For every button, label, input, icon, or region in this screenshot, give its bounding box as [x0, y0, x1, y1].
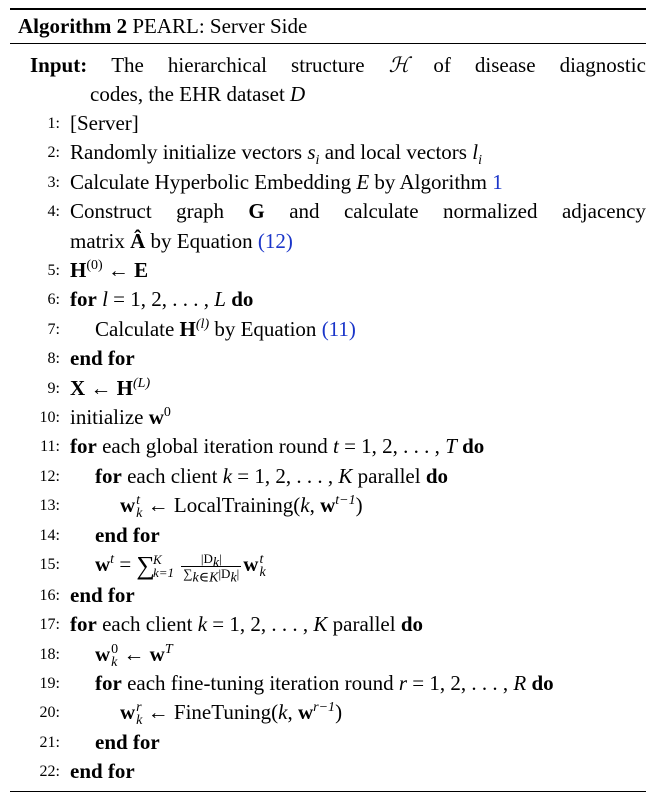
input-var: D — [290, 82, 306, 106]
paren: ) — [355, 493, 363, 518]
step-11 — [10, 432, 646, 461]
line-number: 1: — [47, 115, 60, 132]
line-number: 11: — [40, 438, 60, 456]
step-text: [Server] — [70, 111, 139, 135]
input-text: codes, the EHR dataset — [90, 82, 285, 106]
line-number: 16: — [39, 586, 60, 604]
keyword: for — [70, 612, 97, 637]
math-var: X — [70, 375, 86, 400]
keyword: end for — [70, 582, 135, 607]
math-var: t — [333, 434, 339, 459]
equals: = — [119, 552, 132, 577]
step-15 — [10, 550, 646, 586]
math-var: Â — [130, 228, 146, 253]
math-var: w — [320, 493, 336, 518]
equation-reference-link[interactable]: (11) — [321, 316, 356, 341]
line-number: 8: — [47, 350, 60, 368]
math-var: w — [120, 700, 136, 725]
denominator-sum: ∑ — [183, 565, 193, 581]
line-number: 14: — [39, 526, 60, 544]
line-number: 12: — [39, 467, 60, 485]
math-var: w — [95, 552, 111, 577]
fraction-numerator — [181, 550, 241, 571]
math-sub: k∈K — [192, 570, 219, 586]
algorithm-reference-link[interactable]: 1 — [492, 169, 503, 194]
math-sub: i — [478, 153, 482, 169]
math-var: E — [356, 169, 370, 194]
step-text: each client — [127, 463, 218, 488]
line-number: 2: — [47, 144, 60, 162]
line-number: 4: — [47, 203, 60, 221]
step-text: parallel — [357, 463, 421, 488]
keyword: do — [400, 612, 424, 637]
step-text: parallel — [332, 612, 396, 637]
line-number: 5: — [47, 262, 60, 280]
step-text: each client — [102, 612, 193, 637]
math-var: k — [278, 700, 288, 725]
math-sup: 0 — [111, 641, 119, 657]
input-word: hierarchical — [167, 53, 268, 77]
sum-limits — [153, 553, 174, 579]
math-sub: k — [111, 654, 118, 670]
step-8 — [10, 344, 646, 373]
step-17 — [10, 610, 646, 639]
math-sup: t — [136, 493, 141, 509]
math-var: l — [102, 287, 108, 312]
math-supsub — [111, 643, 118, 669]
math-var: H — [179, 316, 196, 341]
math-var: T — [445, 434, 457, 459]
step-text: by Algorithm — [374, 169, 488, 194]
math-sup: t — [259, 552, 264, 568]
line-number: 20: — [39, 704, 60, 722]
math-supsub — [259, 553, 265, 579]
math-var: l — [472, 140, 479, 165]
paren: ) — [335, 700, 343, 725]
comma: , — [287, 700, 293, 725]
math-var: R — [513, 671, 527, 695]
arrow: ← — [123, 641, 145, 666]
step-13 — [10, 491, 646, 520]
step-text: and local vectors — [324, 140, 467, 165]
math-sup: 0 — [163, 405, 171, 421]
step-1 — [10, 109, 646, 138]
math-sub: i — [315, 153, 320, 169]
step-text: by Equation — [214, 316, 317, 341]
arrow: ← — [107, 258, 129, 283]
step-text: Randomly initialize vectors — [70, 140, 303, 165]
fraction — [181, 550, 241, 586]
line-number: 17: — [39, 616, 60, 634]
math-var: w — [149, 641, 165, 666]
denominator-text: |D — [218, 565, 231, 581]
math-sub: k — [136, 713, 143, 729]
step-19 — [10, 669, 646, 698]
step-22 — [10, 757, 646, 786]
line-number: 7: — [47, 320, 60, 338]
line-number: 18: — [39, 645, 60, 663]
line-number: 13: — [39, 497, 60, 515]
step-text: Calculate Hyperbolic Embedding — [70, 169, 352, 194]
step-14 — [10, 521, 646, 550]
step-word: and — [289, 199, 320, 224]
line-number: 21: — [39, 733, 60, 751]
math-sup: t — [110, 552, 115, 568]
comma: , — [309, 493, 315, 518]
numerator-text: |D — [200, 550, 213, 566]
step-16 — [10, 581, 646, 610]
keyword: end for — [95, 522, 160, 547]
line-number: 19: — [39, 675, 60, 692]
math-var: r — [398, 671, 408, 695]
algorithm-label: Algorithm 2 — [18, 14, 128, 38]
equation-reference-link[interactable]: (12) — [257, 228, 293, 253]
step-18 — [10, 640, 646, 669]
step-21 — [10, 728, 646, 757]
input-word: ℋ — [388, 53, 410, 77]
step-justified-line — [70, 197, 646, 226]
step-5 — [10, 256, 646, 285]
input-section — [10, 44, 646, 109]
math-supsub — [136, 701, 142, 727]
keyword: for — [70, 434, 97, 459]
line-number: 6: — [47, 291, 60, 309]
math-var: K — [313, 612, 328, 637]
arrow: ← — [147, 493, 169, 518]
sum-top: K — [152, 552, 162, 568]
step-word: adjacency — [561, 199, 646, 224]
keyword: for — [70, 287, 97, 312]
function-name: LocalTraining( — [173, 493, 301, 518]
step-word: Construct — [70, 199, 152, 224]
algorithm-name: PEARL: Server Side — [132, 14, 308, 38]
math-sup: T — [164, 641, 173, 657]
step-6 — [10, 285, 646, 314]
math-sup: t−1 — [335, 493, 356, 509]
function-name: FineTuning( — [173, 700, 279, 725]
step-text: initialize — [70, 405, 144, 430]
bottom-rule — [10, 791, 646, 792]
step-20 — [10, 698, 646, 727]
math-var: w — [148, 405, 164, 430]
arrow: ← — [90, 375, 112, 400]
keyword: end for — [70, 759, 135, 784]
step-10 — [10, 403, 646, 432]
math-var: w — [243, 552, 259, 577]
math-supsub — [136, 494, 142, 520]
algorithm-block — [10, 8, 646, 792]
step-text: = 1, 2, . . . , — [344, 434, 440, 459]
step-text: matrix — [70, 228, 125, 253]
math-sub: k — [212, 555, 220, 571]
keyword: do — [231, 287, 254, 312]
sum-bottom: k=1 — [152, 565, 174, 581]
math-var: L — [214, 287, 226, 312]
fraction-denominator — [181, 565, 241, 586]
step-7 — [10, 315, 646, 344]
keyword: do — [425, 463, 449, 488]
denominator-end: | — [236, 565, 240, 581]
input-line-2 — [30, 80, 646, 109]
math-var: w — [297, 700, 314, 725]
step-word: G — [248, 199, 265, 224]
step-text: = 1, 2, . . . , — [113, 287, 210, 312]
algorithm-title — [10, 10, 646, 43]
step-4 — [10, 197, 646, 226]
sum-symbol: ∑ — [136, 551, 155, 581]
step-word: graph — [176, 199, 224, 224]
input-word: diagnostic — [559, 53, 646, 77]
step-9 — [10, 374, 646, 403]
keyword: end for — [95, 729, 160, 754]
keyword: for — [95, 671, 122, 695]
math-var: H — [116, 375, 134, 400]
math-var: s — [307, 140, 316, 165]
input-line-1 — [30, 51, 646, 80]
line-number: 3: — [47, 173, 60, 191]
math-var: H — [70, 258, 87, 283]
math-var: k — [300, 493, 310, 518]
math-sup: (l) — [195, 316, 210, 332]
math-sup: (L) — [133, 375, 151, 391]
keyword: end for — [70, 346, 135, 371]
step-text: Calculate — [95, 316, 175, 341]
math-sup: (0) — [86, 258, 103, 274]
math-sub: k — [230, 570, 237, 586]
math-var: K — [338, 463, 353, 488]
step-word: normalized — [443, 199, 538, 224]
step-text: by Equation — [150, 228, 253, 253]
math-sub: k — [259, 565, 266, 581]
line-number: 9: — [47, 379, 60, 397]
step-3 — [10, 168, 646, 197]
input-word: The — [111, 53, 144, 77]
line-number: 10: — [39, 409, 60, 427]
math-sup: r−1 — [313, 700, 336, 716]
step-text: each fine-tuning iteration round — [127, 671, 394, 695]
numerator-end: | — [219, 550, 222, 566]
input-word: structure — [291, 53, 365, 77]
line-number: 22: — [39, 763, 60, 781]
keyword: for — [95, 463, 122, 488]
step-text: = 1, 2, . . . , — [237, 463, 334, 488]
math-sup: r — [136, 700, 142, 716]
step-text: each global iteration round — [102, 434, 328, 459]
step-text: = 1, 2, . . . , — [212, 612, 309, 637]
input-label: Input: — [30, 53, 88, 77]
step-4-continuation — [10, 227, 646, 256]
math-var: E — [134, 258, 149, 283]
keyword: do — [462, 434, 485, 459]
math-sub: k — [136, 506, 143, 522]
step-word: calculate — [343, 199, 419, 224]
keyword: do — [531, 671, 554, 695]
math-var: w — [95, 641, 111, 666]
step-2 — [10, 138, 646, 167]
steps-list — [10, 109, 646, 787]
arrow: ← — [147, 700, 169, 725]
math-var: k — [222, 463, 233, 488]
input-word: of — [433, 53, 451, 77]
step-12 — [10, 462, 646, 491]
math-var: k — [197, 612, 208, 637]
step-text: = 1, 2, . . . , — [412, 671, 509, 695]
input-word: disease — [474, 53, 536, 77]
math-var: w — [120, 493, 136, 518]
line-number: 15: — [39, 556, 60, 574]
